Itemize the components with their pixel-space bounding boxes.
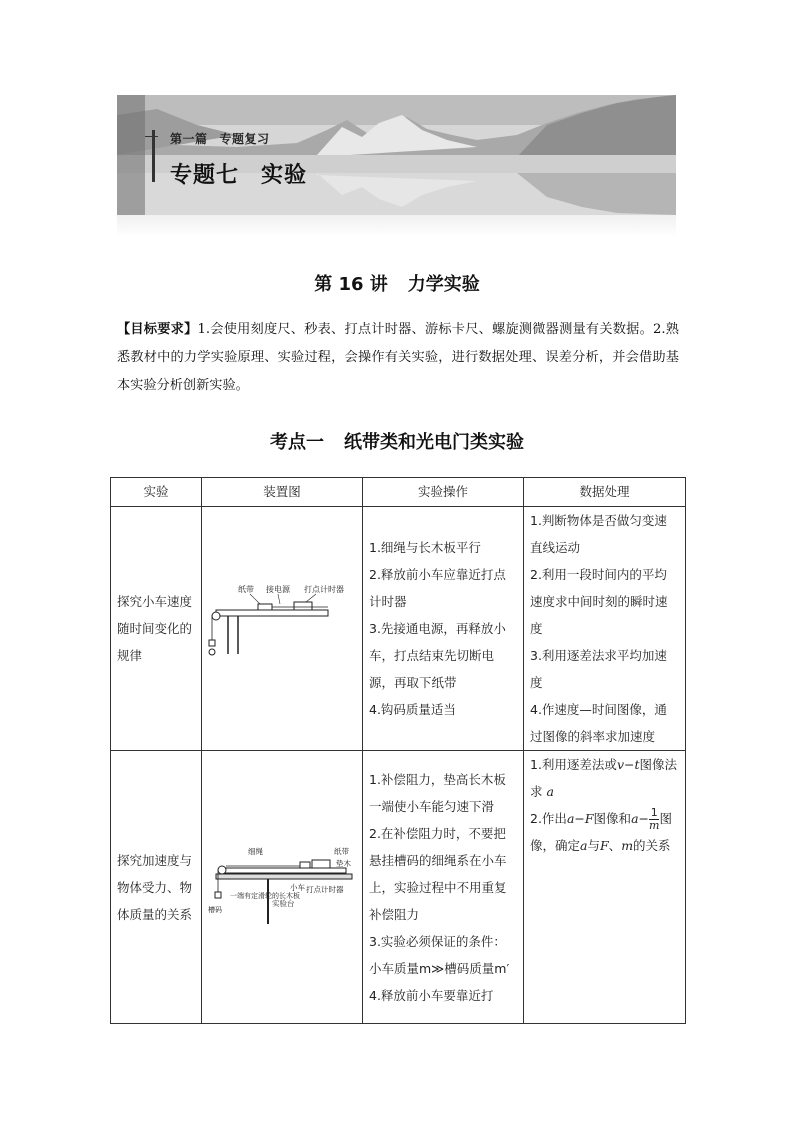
header-data: 数据处理 xyxy=(524,478,686,507)
operation-item: 3.实验必须保证的条件：小车质量m≫槽码质量m′ xyxy=(369,933,510,976)
operation-item: 4.释放前小车要靠近打 xyxy=(369,987,494,1003)
topic-part2: 实验 xyxy=(261,163,308,188)
data-math: m xyxy=(621,838,634,853)
section-part1: 第一篇 xyxy=(170,132,208,146)
apparatus-figure xyxy=(202,507,363,751)
section-part2: 专题复习 xyxy=(219,132,270,146)
lecture-title xyxy=(0,270,794,296)
lecture-part1: 第 16 讲 xyxy=(314,274,388,295)
title-marker xyxy=(152,130,155,182)
operation-cell xyxy=(363,751,524,1024)
fraction-numerator: 1 xyxy=(650,806,658,819)
experiment-table xyxy=(110,477,686,1024)
data-text: 图像，确定 xyxy=(530,811,672,853)
lecture-part2: 力学实验 xyxy=(407,274,480,295)
data-item xyxy=(530,751,679,805)
operation-item: 2.在补偿阻力时，不要把悬挂槽码的细绳系在小车上，实验过程中不用重复补偿阻力 xyxy=(369,825,507,922)
header-figure: 装置图 xyxy=(202,478,363,507)
apparatus-figure xyxy=(202,751,363,1024)
point-part1: 考点一 xyxy=(270,432,324,453)
title-marker-tick xyxy=(145,136,158,137)
data-item: 2.利用一段时间内的平均速度求中间时刻的瞬时速度 xyxy=(530,567,668,636)
label-string: 细绳 xyxy=(248,846,263,856)
data-text: 2.作出 xyxy=(530,811,567,826)
section-label xyxy=(170,130,270,147)
label-paper-tape: 纸带 xyxy=(334,846,349,856)
data-item: 1.判断物体是否做匀变速直线运动 xyxy=(530,513,667,555)
velocity-apparatus-diagram xyxy=(208,584,358,664)
data-cell xyxy=(524,507,686,751)
header-operation: 实验操作 xyxy=(363,478,524,507)
label-cart: 小车 xyxy=(290,882,305,892)
data-text: 与 xyxy=(587,838,600,853)
fraction-denominator: m xyxy=(649,819,660,832)
operation-item: 3.先接通电源，再释放小车，打点结束先切断电源，再取下纸带 xyxy=(369,621,506,690)
acceleration-apparatus-diagram xyxy=(208,838,358,928)
label-power: 接电源 xyxy=(266,585,290,594)
header-experiment: 实验 xyxy=(111,478,202,507)
data-math: a xyxy=(580,838,588,853)
label-paper-tape: 纸带 xyxy=(238,585,254,594)
data-item xyxy=(530,805,679,859)
table-row xyxy=(111,507,686,751)
header-banner xyxy=(117,95,676,215)
label-timer: 打点计时器 xyxy=(306,884,344,894)
label-weights: 槽码 xyxy=(208,905,222,914)
label-bench: 实验台 xyxy=(272,898,295,908)
table-header-row xyxy=(111,478,686,507)
topic-part1: 专题七 xyxy=(170,163,240,188)
point-part2: 纸带类和光电门类实验 xyxy=(344,432,524,453)
operation-item: 1.细绳与长木板平行 xyxy=(369,540,481,555)
banner-reflection xyxy=(117,215,676,237)
data-text: 图像和 xyxy=(593,811,632,826)
data-math: a xyxy=(546,784,554,799)
data-cell xyxy=(524,751,686,1024)
label-timer: 打点计时器 xyxy=(304,585,344,594)
experiment-name: 探究小车速度随时间变化的规律 xyxy=(111,507,202,751)
operation-item: 2.释放前小车应靠近打点计时器 xyxy=(369,567,506,609)
data-text: 图像法求 xyxy=(530,757,678,799)
data-text: 的关系 xyxy=(633,838,671,853)
label-wedge: 垫木 xyxy=(336,858,351,868)
data-text: 1.利用逐差法或 xyxy=(530,757,617,772)
data-math: a−F xyxy=(566,811,594,826)
data-math: v−t xyxy=(616,757,640,772)
fraction xyxy=(649,807,659,832)
goals-paragraph xyxy=(117,316,679,400)
table-row xyxy=(111,751,686,1024)
operation-item: 4.钩码质量适当 xyxy=(369,702,456,717)
operation-item: 1.补偿阻力，垫高长木板一端使小车能匀速下滑 xyxy=(369,771,506,814)
lake-mountain-image xyxy=(117,95,676,215)
data-item: 3.利用逐差法求平均加速度 xyxy=(530,648,667,690)
experiment-name: 探究加速度与物体受力、物体质量的关系 xyxy=(111,751,202,1024)
data-math: a− xyxy=(631,811,649,826)
label-board: 一端有定滑轮的长木板 xyxy=(230,891,300,900)
goals-label: 【目标要求】 xyxy=(117,322,198,337)
data-item: 4.作速度—时间图像，通过图像的斜率求加速度 xyxy=(530,702,667,744)
operation-cell xyxy=(363,507,524,751)
data-math: F xyxy=(599,838,609,853)
point-title xyxy=(0,428,794,454)
goals-text: 1.会使用刻度尺、秒表、打点计时器、游标卡尺、螺旋测微器测量有关数据。2.熟悉教材中的力学实验原理、实验过程，会操作有关实验，进行数据处理、误差分析，并会借助基本实验分析创新实验。 xyxy=(117,322,679,393)
data-text: 、 xyxy=(608,838,622,853)
topic-title xyxy=(170,158,307,189)
